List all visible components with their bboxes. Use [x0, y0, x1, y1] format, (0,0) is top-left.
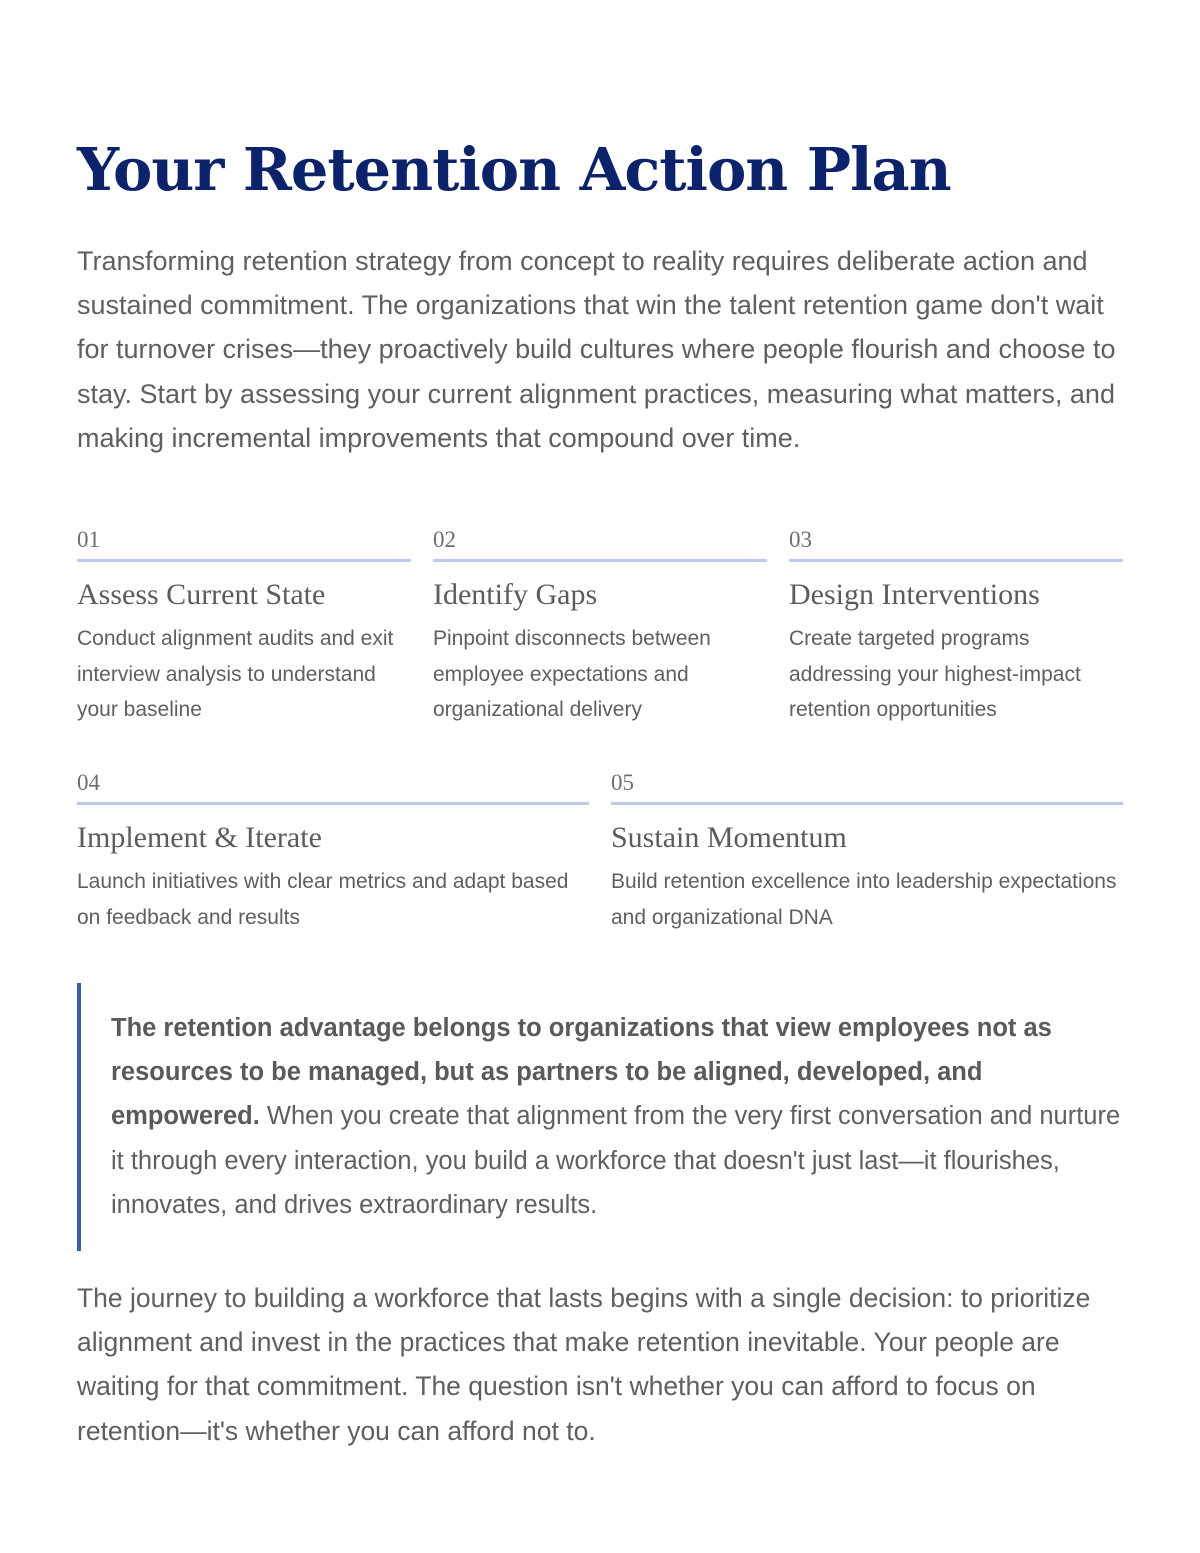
callout-emphasis: The retention advantage belongs to organizations that view employees not as resources to be managed, but as partners to be aligned, developed, and empowered.	[111, 1014, 1052, 1131]
page-title: Your Retention Action Plan	[77, 135, 951, 204]
step-card	[789, 526, 1123, 728]
step-description: Create targeted programs addressing your highest-impact retention opportunities	[789, 627, 1081, 721]
step-description: Pinpoint disconnects between employee expectations and organizational delivery	[433, 627, 711, 721]
step-card	[77, 769, 589, 935]
steps-row-top	[77, 526, 1123, 728]
step-number: 03	[789, 526, 1123, 562]
step-card	[77, 526, 411, 728]
callout-text	[111, 1006, 1123, 1227]
step-number: 02	[433, 526, 767, 562]
intro-paragraph: Transforming retention strategy from concept to reality requires deliberate action and sustained commitment. The organizations that win the talent retention game don't wait for turnover crises—they proactively build cultures where people flourish and choose to stay. Start by assessing your current alignment practices, measuring what matters, and making incremental improvements that compound over time.	[77, 246, 1116, 453]
callout-body: When you create that alignment from the very first conversation and nurture it through every interaction, you build a workforce that doesn't just last—it flourishes, innovates, and drives extraordinary results.	[111, 1102, 1121, 1219]
step-description: Conduct alignment audits and exit interview analysis to understand your baseline	[77, 627, 394, 721]
step-title: Identify Gaps	[433, 578, 598, 611]
step-number: 04	[77, 769, 589, 805]
closing-paragraph: The journey to building a workforce that lasts begins with a single decision: to prioritize alignment and invest in the practices that make retention inevitable. Your people are waiting for that commitment. The question isn't whether you can afford to focus on retention—it's whether you can afford not to.	[77, 1283, 1091, 1446]
step-card	[433, 526, 767, 728]
step-title: Sustain Momentum	[611, 821, 847, 854]
step-description: Launch initiatives with clear metrics and adapt based on feedback and results	[77, 870, 569, 929]
step-title: Design Interventions	[789, 578, 1040, 611]
step-number: 01	[77, 526, 411, 562]
callout-quote	[77, 983, 1123, 1251]
step-description: Build retention excellence into leadership expectations and organizational DNA	[611, 870, 1117, 929]
step-title: Assess Current State	[77, 578, 326, 611]
step-number: 05	[611, 769, 1123, 805]
step-title: Implement & Iterate	[77, 821, 322, 854]
steps-row-bottom	[77, 769, 1123, 935]
step-card	[611, 769, 1123, 935]
